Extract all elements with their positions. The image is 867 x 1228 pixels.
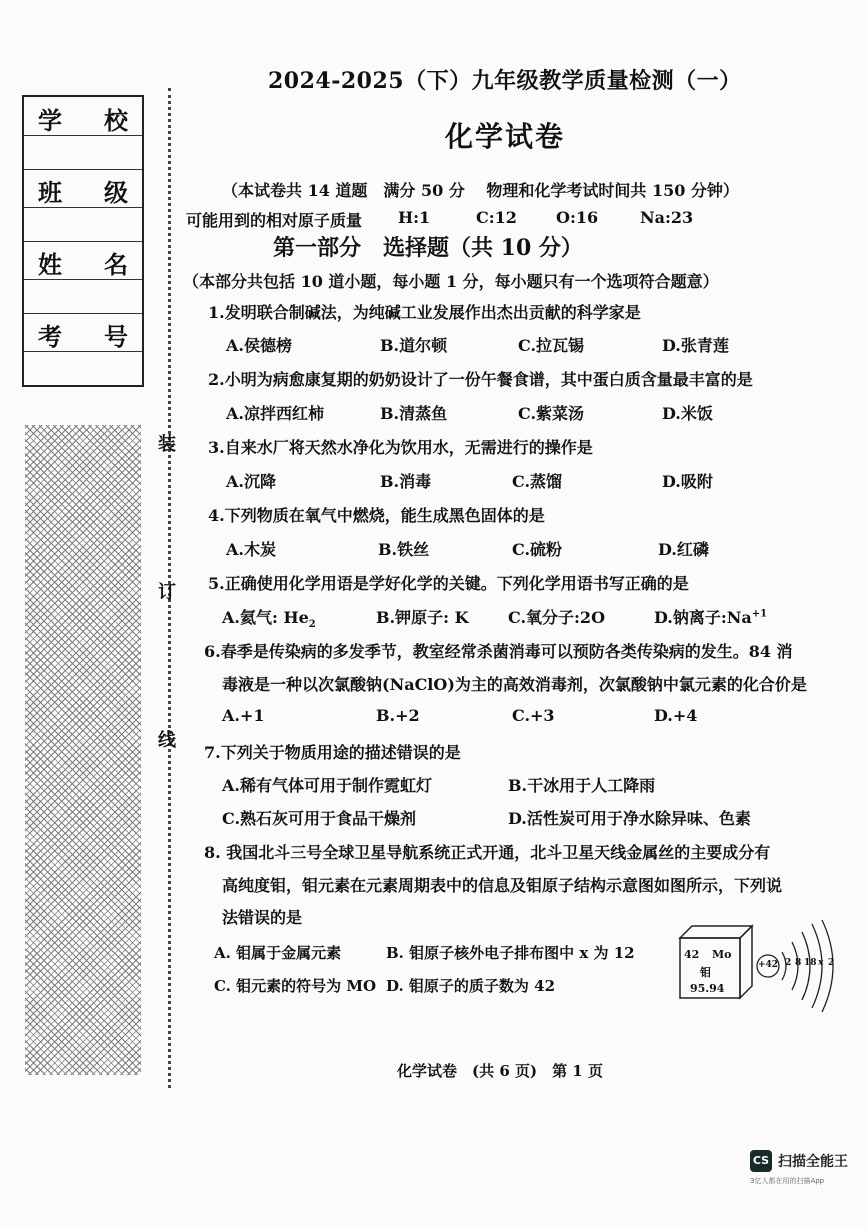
q3-option-b: B.消毒 [380,472,432,491]
atom-shell-5: 2 [828,958,835,968]
student-info-table [22,95,144,387]
divider [24,207,142,208]
question-4-stem: 4.下列物质在氧气中燃烧，能生成黑色固体的是 [208,506,545,525]
q8-option-d: D. 钼原子的质子数为 42 [386,977,556,995]
info-label-1: 考 [38,323,62,351]
question-6-stem: 6.春季是传染病的多发季节，教室经常杀菌消毒可以预防各类传染病的发生。84 消 [204,642,793,661]
q5-option-c: C.氧分子:2O [508,608,606,627]
q1-option-a: A.侯德榜 [226,336,292,355]
binding-mark-3: 线 [158,730,176,751]
q2-option-a: A.凉拌西红柿 [226,404,324,423]
q4-option-a: A.木炭 [226,540,276,559]
watermark-name: 扫描全能王 [778,1154,848,1170]
section-instruction: （本部分共包括 10 道小题，每小题 1 分，每小题只有一个选项符合题意） [183,272,719,291]
info-label-1: 班 [38,179,62,207]
q3-option-d: D.吸附 [662,472,713,491]
q6-option-b: B.+2 [376,706,420,725]
q2-option-c: C.紫菜汤 [518,404,585,423]
q1-option-d: D.张青莲 [662,336,729,355]
atomic-mass-h: H:1 [398,208,431,227]
q3-option-a: A.沉降 [226,472,276,491]
watermark-subtitle: 3亿人都在用的扫描App [750,1177,825,1185]
q5-option-a [222,605,316,630]
exam-info: （本试卷共 14 道题 满分 50 分 物理和化学考试时间共 150 分钟） [222,181,739,200]
section-title: 第一部分 选择题（共 10 分） [273,235,583,261]
q5-option-b: B.钾原子: K [376,608,469,627]
info-label-2: 级 [104,179,128,207]
atomic-mass-c: C:12 [476,208,517,227]
subscript: 2 [308,619,316,631]
atom-shell-3: 18 [804,958,817,968]
q7-option-c: C.熟石灰可用于食品干燥剂 [222,809,417,828]
cs-logo-icon: CS [750,1150,772,1172]
info-label-1: 学 [38,107,62,135]
subject-title: 化学试卷 [445,120,566,153]
atom-shell-2: 8 [795,958,802,968]
question-2-stem: 2.小明为病愈康复期的奶奶设计了一份午餐食谱，其中蛋白质含量最丰富的是 [208,370,753,389]
divider [24,135,142,136]
q4-option-d: D.红磷 [658,540,709,559]
q3-option-c: C.蒸馏 [512,472,563,491]
element-name: 钼 [700,966,711,979]
q2-option-d: D.米饭 [662,404,713,423]
q6-option-c: C.+3 [512,706,555,725]
q5-option-d-text: D.钠离子:Na [654,608,752,627]
element-symbol: Mo [712,948,732,961]
element-mass: 95.94 [690,982,725,995]
q7-option-d: D.活性炭可用于净水除异味、色素 [508,809,751,828]
atom-nucleus: +42 [758,960,779,970]
divider [24,279,142,280]
q2-option-b: B.清蒸鱼 [380,404,448,423]
q8-option-c: C. 钼元素的符号为 MO [214,977,377,995]
q7-option-a: A.稀有气体可用于制作霓虹灯 [222,776,432,795]
q1-option-c: C.拉瓦锡 [518,336,585,355]
atomic-mass-na: Na:23 [640,208,694,227]
q8-option-b: B. 钼原子核外电子排布图中 x 为 12 [386,944,635,962]
binding-mark-1: 装 [158,434,176,455]
superscript: +1 [751,608,768,620]
info-label-1: 姓 [38,251,62,279]
question-1-stem: 1.发明联合制碱法，为纯碱工业发展作出杰出贡献的科学家是 [208,303,641,322]
q5-option-d [654,605,767,628]
q7-option-b: B.干冰用于人工降雨 [508,776,656,795]
exam-title: 2024-2025（下）九年级教学质量检测（一） [268,68,742,94]
atomic-mass-o: O:16 [556,208,599,227]
element-number: 42 [684,948,700,961]
q6-option-a: A.+1 [222,706,265,725]
q4-option-c: C.硫粉 [512,540,563,559]
hatched-pattern [25,425,141,1075]
question-8-stem-3: 法错误的是 [222,908,303,927]
question-5-stem: 5.正确使用化学用语是学好化学的关键。下列化学用语书写正确的是 [208,574,689,593]
question-6-stem-2: 毒液是一种以次氯酸钠(NaClO)为主的高效消毒剂，次氯酸钠中氯元素的化合价是 [222,675,807,694]
divider [24,313,142,314]
binding-mark-2: 订 [158,582,176,603]
info-label-2: 校 [104,107,128,135]
question-7-stem: 7.下列关于物质用途的描述错误的是 [204,743,461,762]
page-footer: 化学试卷 (共 6 页) 第 1 页 [397,1062,603,1080]
divider [24,169,142,170]
q6-option-d: D.+4 [654,706,698,725]
q4-option-b: B.铁丝 [378,540,430,559]
question-3-stem: 3.自来水厂将天然水净化为饮用水，无需进行的操作是 [208,438,593,457]
divider [24,241,142,242]
q1-option-b: B.道尔顿 [380,336,448,355]
atom-shell-4: x [818,958,824,968]
info-label-2: 名 [104,251,128,279]
question-8-stem-2: 高纯度钼，钼元素在元素周期表中的信息及钼原子结构示意图如图所示，下列说 [222,876,783,895]
q8-option-a: A. 钼属于金属元素 [214,944,342,962]
divider [24,351,142,352]
question-8-stem: 8. 我国北斗三号全球卫星导航系统正式开通，北斗卫星天线金属丝的主要成分有 [204,843,771,862]
q5-option-a-text: A.氦气: He [222,608,309,627]
info-label-2: 号 [104,323,128,351]
scanner-watermark [750,1150,860,1200]
atom-shell-1: 2 [785,958,792,968]
atomic-mass-label: 可能用到的相对原子质量 [186,211,363,230]
